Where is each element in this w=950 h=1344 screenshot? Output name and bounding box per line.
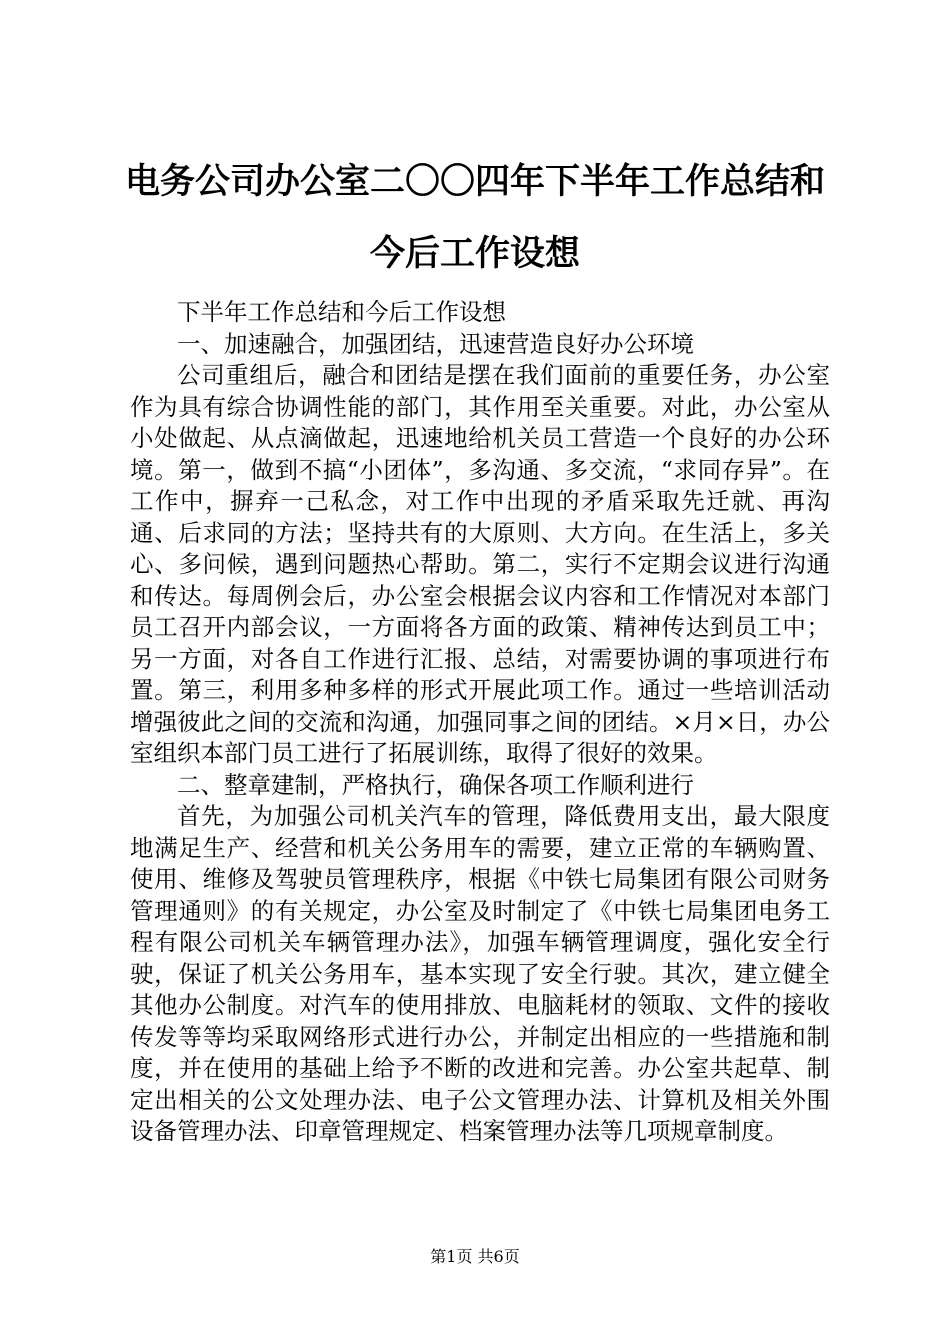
body-paragraph-1: 公司重组后，融合和团结是摆在我们面前的重要任务，办公室作为具有综合协调性能的部门，其作用至关重要。对此，办公室从小处做起、从点滴做起，迅速地给机关员工营造一个良好的办公环境。第一，做到不搞“小团体”，多沟通、多交流，“求同存异”。在工作中，摒弃一己私念，对工作中出现的矛盾采取先迁就、再沟通、后求同的方法；坚持共有的大原则、大方向。在生活上，多关心、多问候，遇到问题热心帮助。第二，实行不定期会议进行沟通和传达。每周例会后，办公室会根据会议内容和工作情况对本部门员工召开内部会议，一方面将各方面的政策、精神传达到员工中；另一方面，对各自工作进行汇报、总结，对需要协调的事项进行布置。第三，利用多种多样的形式开展此项工作。通过一些培训活动增强彼此之间的交流和沟通，加强同事之间的团结。×月×日，办公室组织本部门员工进行了拓展训练，取得了很好的效果。 (130, 361, 830, 767)
title-line-2: 今后工作设想 (369, 233, 580, 274)
section-heading-2: 二、整章建制，严格执行，确保各项工作顺利进行 (177, 770, 694, 799)
page-footer: 第1页 共6页 (430, 1247, 520, 1266)
body-paragraph-2: 首先，为加强公司机关汽车的管理，降低费用支出，最大限度地满足生产、经营和机关公务用车的需要，建立正常的车辆购置、使用、维修及驾驶员管理秩序，根据《中铁七局集团有限公司财务管理通则》的有关规定，办公室及时制定了《中铁七局集团电务工程有限公司机关车辆管理办法》，加强车辆管理调度，强化安全行驶，保证了机关公务用车，基本实现了安全行驶。其次，建立健全其他办公制度。对汽车的使用排放、电脑耗材的领取、文件的接收传发等等均采取网络形式进行办公，并制定出相应的一些措施和制度，并在使用的基础上给予不断的改进和完善。办公室共起草、制定出相关的公文处理办法、电子公文管理办法、计算机及相关外围设备管理办法、印章管理规定、档案管理办法等几项规章制度。 (130, 802, 830, 1145)
section-heading-1: 一、加速融合，加强团结，迅速营造良好办公环境 (177, 329, 694, 358)
document-title (100, 146, 850, 290)
document-body (130, 297, 830, 1148)
title-line-1: 电务公司办公室二〇〇四年下半年工作总结和 (124, 161, 825, 202)
subtitle-paragraph: 下半年工作总结和今后工作设想 (177, 298, 506, 326)
